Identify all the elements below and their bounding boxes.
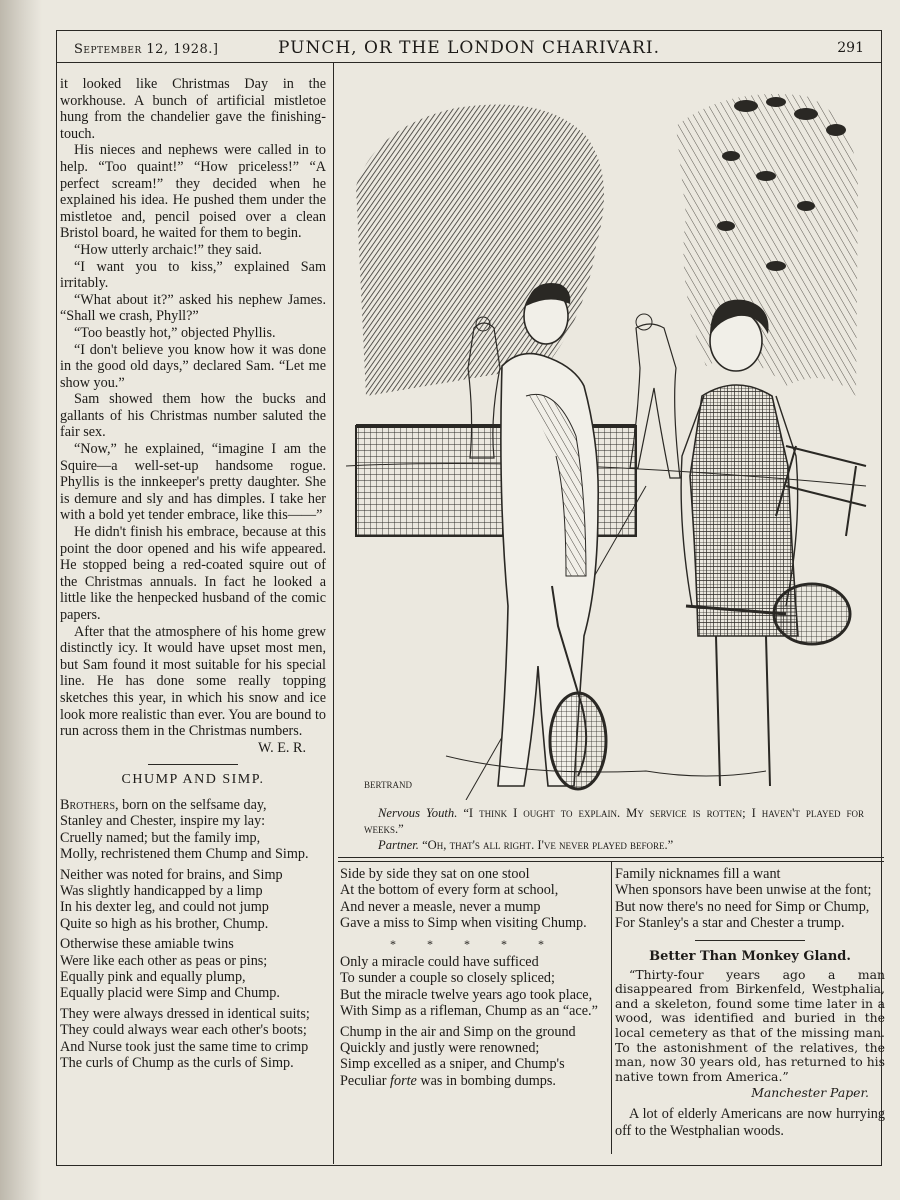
poem-line: When sponsors have been unwise at the font; — [615, 882, 872, 899]
section-divider — [695, 940, 805, 941]
poem-line: Otherwise these amiable twins — [60, 936, 234, 953]
poem-line: With Simp as a rifleman, Chump as an “ace.” — [340, 1003, 598, 1020]
poem-stanza — [60, 867, 326, 933]
book-spine-shadow — [0, 0, 42, 1200]
poem-line: For Stanley's a star and Chester a trump. — [615, 915, 845, 932]
poem-line-text: was in bombing dumps. — [416, 1072, 556, 1089]
poem-line — [60, 797, 326, 813]
story-paragraph: “I want you to kiss,” explained Sam irritably. — [60, 258, 326, 292]
poem-column-1 — [60, 797, 326, 1072]
caption-speaker: Partner. — [378, 838, 419, 852]
story-paragraph: His nieces and nephews were called in to help. “Too quaint!” “How priceless!” “A perfect scream!” they decided when he explained his idea. He pushed them under the mistletoe and, pencil poised over a clean Bristol board, he waited for them to begin. — [60, 142, 326, 242]
column-rule — [611, 862, 612, 1154]
cartoon-caption — [364, 806, 864, 855]
poem-line: Stanley and Chester, inspire my lay: — [60, 813, 266, 830]
clipping-comment: A lot of elderly Americans are now hurrying off to the Westphalian woods. — [615, 1106, 885, 1139]
story-signature: W. E. R. — [258, 739, 306, 756]
column-rule — [333, 62, 334, 1164]
left-column — [60, 76, 326, 1075]
poem-stanza — [615, 866, 885, 932]
poem-line: And never a measle, never a mump — [340, 898, 541, 915]
running-header — [56, 34, 882, 63]
story-paragraph: “I don't believe you know how it was done in the good old days,” declared Sam. “Let me show you.” — [60, 341, 326, 391]
story-paragraph: “How utterly archaic!” they said. — [74, 241, 262, 258]
poem-line: Cruelly named; but the family imp, — [60, 829, 261, 846]
poem-line-text: , born on the selfsame day, — [115, 796, 267, 813]
poem-column-2 — [340, 866, 608, 1093]
poem-line: Molly, rechristened them Chump and Simp. — [60, 846, 309, 863]
poem-stanza — [340, 1024, 608, 1090]
poem-title: CHUMP AND SIMP. — [121, 772, 265, 788]
issue-date: September 12, 1928.] — [74, 42, 219, 57]
nervous-youth-figure — [498, 283, 606, 789]
poem-line: Gave a miss to Simp when visiting Chump. — [340, 915, 587, 932]
poem-line: At the bottom of every form at school, — [340, 882, 559, 899]
caption-line — [364, 806, 864, 837]
poem-line: Only a miracle could have sufficed — [340, 954, 539, 971]
poem-line: But the miracle twelve years ago took place, — [340, 986, 593, 1003]
poem-line: And Nurse took just the same time to crimp — [60, 1038, 309, 1055]
poem-stanza — [60, 797, 326, 863]
poem-line: Quite so high as his brother, Chump. — [60, 915, 269, 932]
story-paragraph: After that the atmosphere of his home grew distinctly icy. It would have upset most men, but Sam found it most suitable for his special line. He has done some really topping sketches this year, in which his snow and ice look more realistic than ever. You are bound to run across them in the Christmas numbers. — [60, 623, 326, 740]
poem-stanza — [340, 954, 608, 1020]
page-number: 291 — [837, 40, 864, 56]
clipping-text: “Thirty-four years ago a man disappeared from Birkenfeld, Westphalia, and a skeleton, found some time later in a wood, was identified and buried in the local cemetery as that of the missing man. To the astonishment of the relatives, the man, now 30 years old, has returned to his native town from America.” — [615, 966, 885, 1084]
poem-line: They could always wear each other's boots; — [60, 1022, 307, 1039]
poem-line: Equally placid were Simp and Chump. — [60, 985, 280, 1002]
poem-line: In his dexter leg, and could not jump — [60, 899, 269, 916]
poem-stanza — [340, 866, 608, 932]
story-paragraph: “Too beastly hot,” objected Phyllis. — [74, 324, 276, 341]
poem-line: Neither was noted for brains, and Simp — [60, 866, 283, 883]
caption-speech: “Oh, that's all right. I've never played before.” — [422, 838, 674, 852]
news-clipping — [615, 968, 885, 1085]
story-paragraph: “What about it?” asked his nephew James. “Shall we crash, Phyll?” — [60, 291, 326, 325]
poem-line: Side by side they sat on one stool — [340, 866, 530, 882]
story-body — [60, 76, 326, 756]
poem-first-word: Brothers — [60, 796, 116, 813]
poem-line: They were always dressed in identical suits; — [60, 1005, 310, 1022]
poem-line — [340, 1073, 608, 1089]
poem-line: Was slightly handicapped by a limp — [60, 882, 263, 899]
poem-line: The curls of Chump as the curls of Simp. — [60, 1055, 294, 1072]
clipping-title: Better Than Monkey Gland. — [649, 948, 851, 964]
poem-line-text: Peculiar — [340, 1072, 391, 1089]
right-bottom-column — [615, 866, 885, 1139]
poem-line: Quickly and justly were renowned; — [340, 1040, 540, 1057]
caption-line — [364, 838, 864, 854]
poem-line: Were like each other as peas or pins; — [60, 952, 268, 969]
story-paragraph: Sam showed them how the bucks and gallants of his Christmas number saluted the fair sex. — [60, 391, 326, 441]
caption-speech: “I think I ought to explain. My service is rotten; I haven't played for weeks.” — [364, 806, 864, 836]
poem-column-3 — [615, 866, 885, 932]
story-paragraph: it looked like Christmas Day in the workhouse. A bunch of artificial mistletoe hung from the chandelier gave the finishing-touch. — [60, 76, 326, 142]
poem-line: Family nicknames fill a want — [615, 866, 781, 882]
poem-line: To sunder a couple so closely spliced; — [340, 970, 555, 987]
poem-italic-word: forte — [390, 1072, 417, 1089]
story-paragraph: “Now,” he explained, “imagine I am the Squire—a well-set-up handsome rogue. Phyllis is the innkeeper's pretty daughter. She is demure and sly and has dimples. I take her with a bold yet tender embrace, like this——” — [60, 441, 326, 524]
tree-foliage — [356, 105, 604, 397]
section-divider — [148, 764, 238, 765]
artist-signature: BERTRAND — [364, 780, 412, 790]
poem-line: Equally pink and equally plump, — [60, 969, 246, 985]
section-break-stars: * * * * * — [390, 936, 558, 951]
clipping-source: Manchester Paper. — [751, 1085, 869, 1101]
poem-stanza — [60, 936, 326, 1002]
climbing-vine-foliage — [676, 94, 858, 396]
poem-line: Simp excelled as a sniper, and Chump's — [340, 1056, 565, 1073]
tennis-cartoon-illustration — [346, 66, 874, 800]
ground-shadow — [446, 756, 766, 776]
caption-speaker: Nervous Youth. — [378, 806, 458, 820]
magazine-title: PUNCH, OR THE LONDON CHARIVARI. — [278, 38, 660, 58]
poem-line: Chump in the air and Simp on the ground — [340, 1023, 576, 1040]
poem-stanza — [60, 1006, 326, 1072]
poem-line: But now there's no need for Simp or Chump, — [615, 898, 870, 915]
story-paragraph: He didn't finish his embrace, because at this point the door opened and his wife appeared. He stopped being a red-coated squire out of the Christmas annuals. In fact he looked a little like the henpecked husband of the comic papers. — [60, 524, 326, 623]
